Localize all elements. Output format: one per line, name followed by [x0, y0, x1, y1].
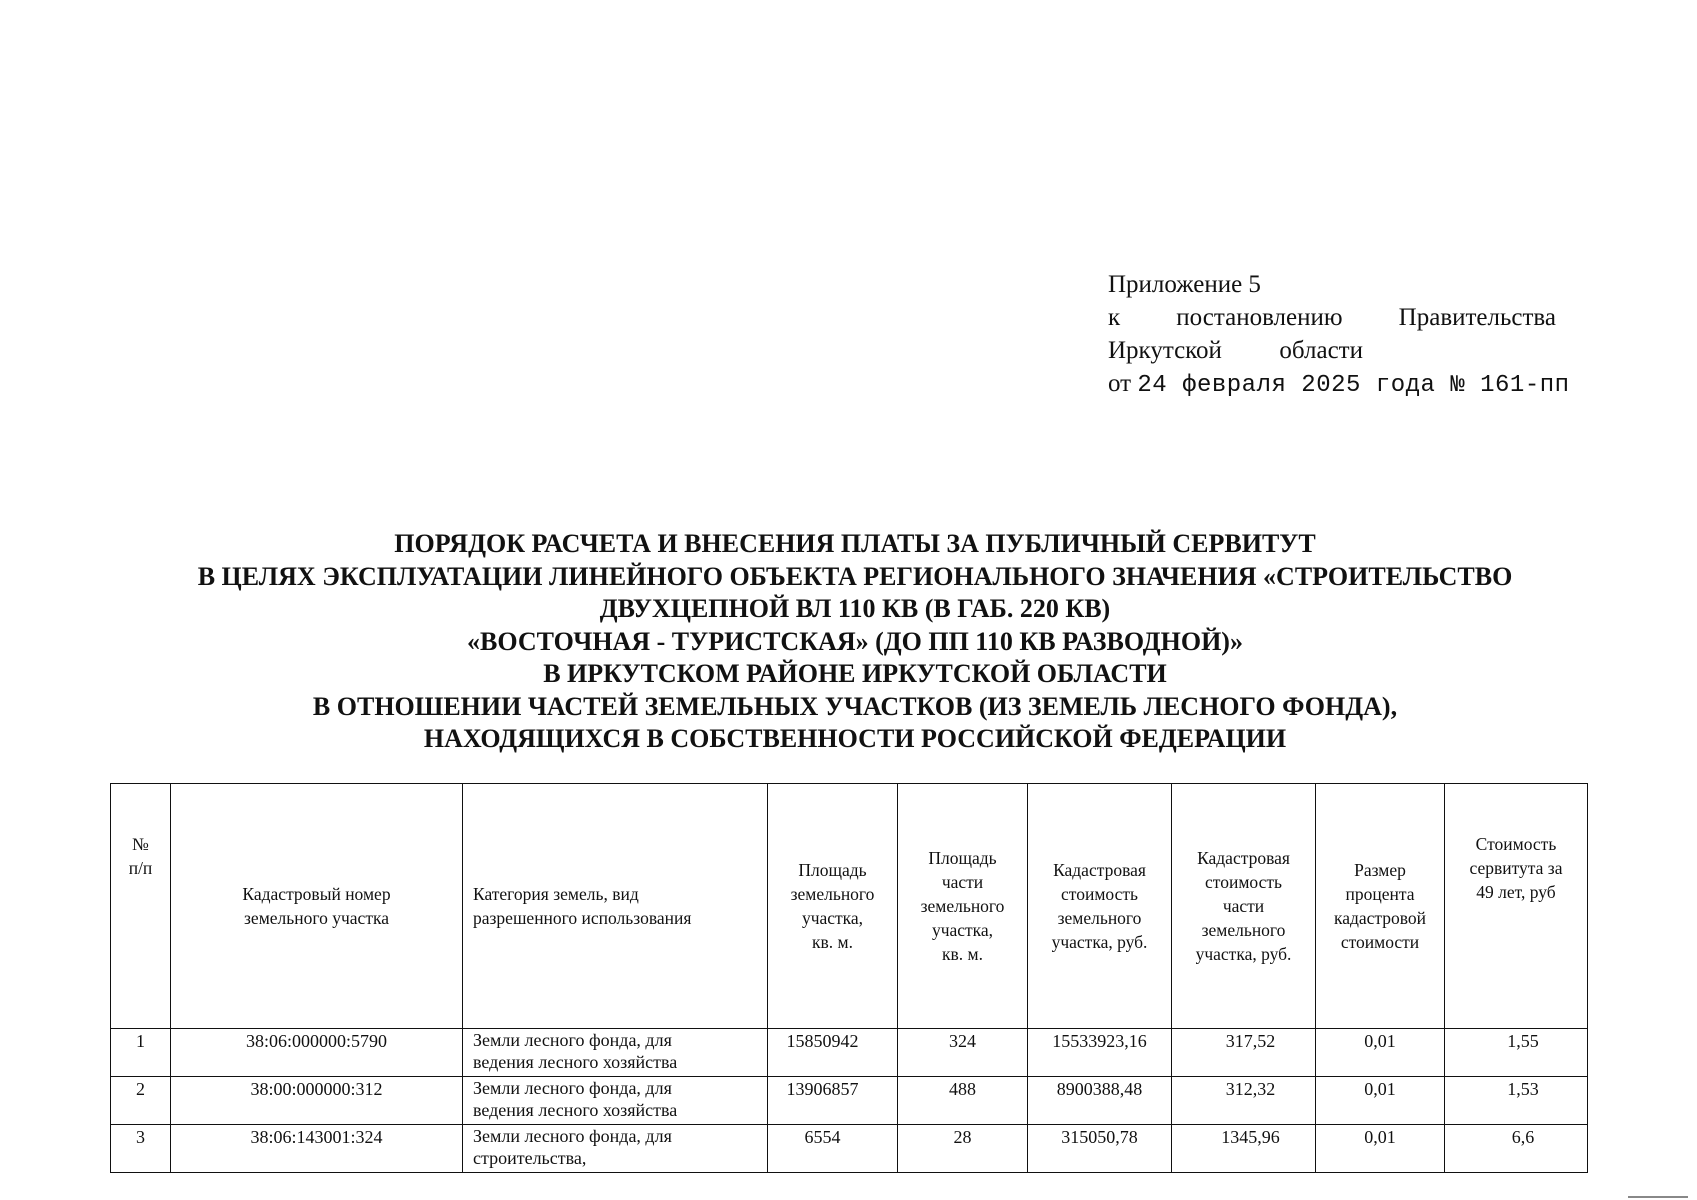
header-text: стоимости: [1340, 932, 1420, 952]
document-title: [70, 528, 1640, 756]
header-percent: [1316, 784, 1445, 1029]
title-line: В ЦЕЛЯХ ЭКСПЛУАТАЦИИ ЛИНЕЙНОГО ОБЪЕКТА РЕГИОНАЛЬНОГО ЗНАЧЕНИЯ «СТРОИТЕЛЬСТВО: [197, 561, 1513, 591]
header-cadastral-value: [1028, 784, 1172, 1029]
header-text: земельного: [920, 896, 1005, 916]
cell-part-area: 324: [898, 1029, 1028, 1077]
cell-cost: 6,6: [1445, 1125, 1588, 1173]
header-text: участка,: [931, 920, 994, 940]
header-text: земельного: [1057, 908, 1142, 928]
header-text: участка, руб.: [1051, 932, 1148, 952]
header-text: Размер: [1354, 860, 1406, 880]
table-header-row: [111, 784, 1588, 1029]
title-line: ДВУХЦЕПНОЙ ВЛ 110 КВ (В ГАБ. 220 КВ): [599, 594, 1111, 623]
cell-part-area: 28: [898, 1125, 1028, 1173]
header-text: сервитута за: [1469, 858, 1563, 878]
cell-percent: 0,01: [1316, 1077, 1445, 1125]
cell-cadastral-value: 15533923,16: [1028, 1029, 1172, 1077]
table-row: [111, 1125, 1588, 1173]
appendix-word: Правительства: [1398, 304, 1556, 331]
header-text: земельного: [1201, 920, 1286, 940]
cell-cost: 1,55: [1445, 1029, 1588, 1077]
header-part-area: [898, 784, 1028, 1029]
cell-part-value: 1345,96: [1172, 1125, 1316, 1173]
cell-part-value: 317,52: [1172, 1029, 1316, 1077]
category-line: ведения лесного хозяйства: [473, 1100, 678, 1120]
header-text: 49 лет, руб: [1476, 882, 1556, 902]
title-line: НАХОДЯЩИХСЯ В СОБСТВЕННОСТИ РОССИЙСКОЙ ФЕДЕРАЦИИ: [423, 724, 1287, 753]
header-text: кадастровой: [1333, 908, 1427, 928]
cell-num: 1: [111, 1029, 171, 1077]
header-area: [768, 784, 898, 1029]
appendix-region-line: [1108, 334, 1363, 367]
appendix-date-prefix: от: [1108, 370, 1132, 397]
table-row: [111, 1029, 1588, 1077]
header-text: кв. м.: [942, 944, 983, 964]
header-num: [111, 784, 171, 1029]
header-text: Кадастровый номер: [242, 884, 391, 904]
appendix-word: Иркутской: [1108, 337, 1222, 364]
table-row: [111, 1077, 1588, 1125]
cell-num: 2: [111, 1077, 171, 1125]
category-line: Земли лесного фонда, для: [473, 1030, 672, 1050]
category-line: строительства,: [473, 1148, 587, 1168]
appendix-date-line: [1108, 367, 1570, 402]
cell-cadastral: 38:06:000000:5790: [171, 1029, 463, 1077]
cell-cadastral: 38:06:143001:324: [171, 1125, 463, 1173]
header-text: Стоимость: [1475, 834, 1557, 854]
title-line: В ИРКУТСКОМ РАЙОНЕ ИРКУТСКОЙ ОБЛАСТИ: [543, 659, 1167, 688]
header-category: [463, 784, 768, 1029]
header-text: Площадь: [798, 860, 867, 880]
appendix-reference-line: [1108, 301, 1556, 334]
cell-part-area: 488: [898, 1077, 1028, 1125]
header-text: Категория земель, вид: [473, 884, 639, 904]
category-line: Земли лесного фонда, для: [473, 1126, 672, 1146]
header-text: разрешенного использования: [473, 908, 692, 928]
title-line: «ВОСТОЧНАЯ - ТУРИСТСКАЯ» (ДО ПП 110 КВ РАЗВОДНОЙ)»: [467, 626, 1243, 656]
cell-cadastral: 38:00:000000:312: [171, 1077, 463, 1125]
cell-part-value: 312,32: [1172, 1077, 1316, 1125]
cell-cadastral-value: 315050,78: [1028, 1125, 1172, 1173]
cell-area: 15850942: [768, 1029, 898, 1077]
header-cost: [1445, 784, 1588, 1029]
servitude-table: [110, 783, 1588, 1173]
header-cadastral: [171, 784, 463, 1029]
cell-category: [463, 1125, 768, 1173]
appendix-date: 24 февраля 2025 года № 161-пп: [1137, 372, 1570, 399]
header-text: участка, руб.: [1195, 944, 1292, 964]
header-text: Кадастровая: [1053, 860, 1146, 880]
cell-num: 3: [111, 1125, 171, 1173]
cell-percent: 0,01: [1316, 1029, 1445, 1077]
header-text: стоимость: [1205, 872, 1282, 892]
cell-area: 6554: [768, 1125, 898, 1173]
appendix-word: постановлению: [1176, 304, 1343, 331]
cell-category: [463, 1029, 768, 1077]
header-text: процента: [1345, 884, 1415, 904]
cell-cadastral-value: 8900388,48: [1028, 1077, 1172, 1125]
title-line: В ОТНОШЕНИИ ЧАСТЕЙ ЗЕМЕЛЬНЫХ УЧАСТКОВ (ИЗ ЗЕМЕЛЬ ЛЕСНОГО ФОНДА),: [312, 691, 1398, 721]
header-text: кв. м.: [812, 932, 853, 952]
cell-percent: 0,01: [1316, 1125, 1445, 1173]
header-part-value: [1172, 784, 1316, 1029]
appendix-header: [1108, 268, 1570, 402]
appendix-number: Приложение 5: [1108, 271, 1261, 298]
header-text: Площадь: [928, 848, 997, 868]
header-text: стоимость: [1061, 884, 1138, 904]
appendix-word: области: [1279, 337, 1363, 364]
header-text: п/п: [128, 858, 153, 878]
cell-area: 13906857: [768, 1077, 898, 1125]
header-text: Кадастровая: [1197, 848, 1290, 868]
cell-category: [463, 1077, 768, 1125]
header-text: части: [941, 872, 984, 892]
header-text: №: [132, 834, 149, 854]
header-text: земельного участка: [244, 908, 389, 928]
header-text: земельного: [790, 884, 875, 904]
scan-artifact: [1628, 1196, 1688, 1198]
title-line: ПОРЯДОК РАСЧЕТА И ВНЕСЕНИЯ ПЛАТЫ ЗА ПУБЛИЧНЫЙ СЕРВИТУТ: [394, 529, 1316, 558]
category-line: ведения лесного хозяйства: [473, 1052, 678, 1072]
header-text: части: [1222, 896, 1265, 916]
header-text: участка,: [801, 908, 864, 928]
appendix-word: к: [1108, 304, 1121, 331]
category-line: Земли лесного фонда, для: [473, 1078, 672, 1098]
cell-cost: 1,53: [1445, 1077, 1588, 1125]
